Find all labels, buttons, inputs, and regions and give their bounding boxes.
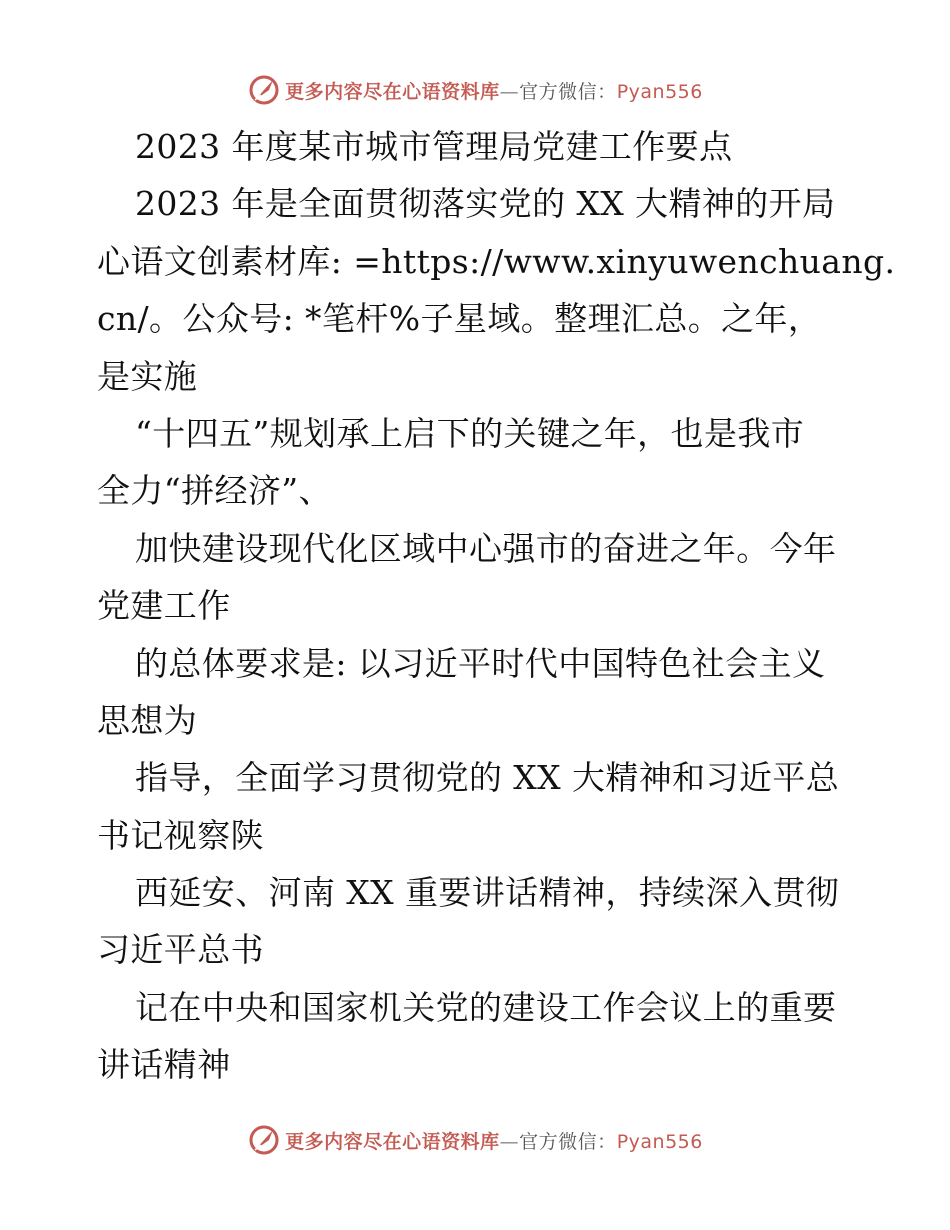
quill-pen-logo-icon [247, 73, 281, 107]
paragraph-line: 心语文创素材库: =https://www.xinyuwenchuang. [97, 241, 896, 281]
paragraph-line: 习近平总书 [97, 930, 264, 970]
paragraph-line: 记在中央和国家机关党的建设工作会议上的重要 [135, 987, 837, 1027]
banner-wechat-id: Pyan556 [616, 80, 703, 103]
banner-main-text: 更多内容尽在心语资料库 [285, 80, 500, 103]
paragraph-line: “十四五”规划承上启下的关键之年，也是我市 [135, 413, 805, 453]
paragraph-line: 的总体要求是: 以习近平时代中国特色社会主义 [135, 643, 826, 683]
banner-wechat-label: 官方微信： [519, 80, 617, 103]
paragraph-line: 讲话精神 [97, 1045, 231, 1085]
document-body [97, 118, 896, 1094]
paragraph-line: 思想为 [97, 700, 198, 740]
paragraph-line: 全力“拼经济”、 [97, 471, 332, 511]
banner-text [285, 1127, 703, 1154]
paragraph-line: 加快建设现代化区域中心强市的奋进之年。今年 [135, 528, 837, 568]
paragraph-line: cn/。公众号: *笔杆%子星域。整理汇总。之年， [97, 299, 822, 339]
banner-dash: — [499, 80, 520, 103]
banner-text [285, 77, 703, 104]
paragraph-line: 党建工作 [97, 586, 231, 626]
footer-banner [0, 1120, 950, 1160]
paragraph-line: 西延安、河南 XX 重要讲话精神，持续深入贯彻 [135, 873, 840, 913]
banner-main-text: 更多内容尽在心语资料库 [285, 1130, 500, 1153]
paragraph-line: 2023 年是全面贯彻落实党的 XX 大精神的开局 [135, 184, 836, 224]
paragraph-line: 书记视察陕 [97, 815, 264, 855]
quill-pen-logo-icon [247, 1123, 281, 1157]
paragraph-line: 指导，全面学习贯彻党的 XX 大精神和习近平总 [135, 758, 840, 798]
paragraph-line: 是实施 [97, 356, 198, 396]
banner-dash: — [499, 1130, 520, 1153]
banner-wechat-id: Pyan556 [616, 1130, 703, 1153]
document-title: 2023 年度某市城市管理局党建工作要点 [135, 127, 733, 166]
header-banner [0, 70, 950, 110]
banner-wechat-label: 官方微信： [519, 1130, 617, 1153]
